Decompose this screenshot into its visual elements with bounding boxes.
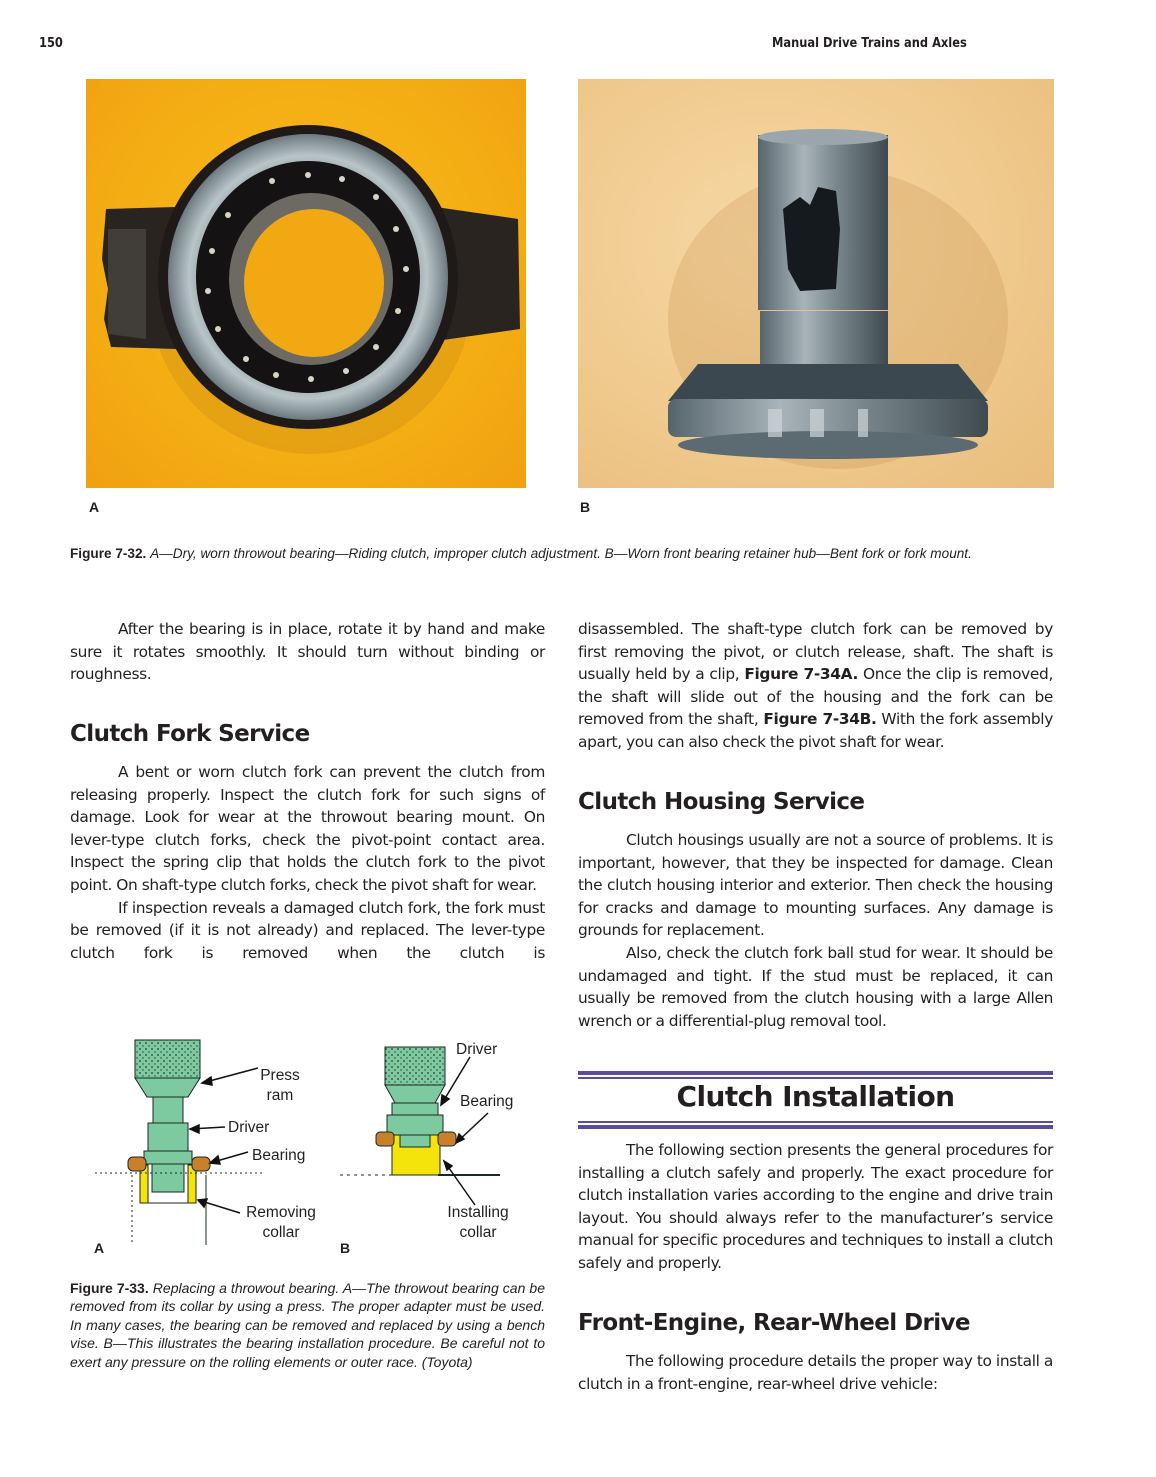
section-band-bottom-rule <box>578 1121 1053 1129</box>
figure-7-33-panel-a-label: A <box>94 1240 105 1256</box>
figure-7-32a-photo <box>86 79 526 488</box>
paragraph: If inspection reveals a damaged clutch fork, the fork must be removed (if it is not already) and replaced. The lever-type clutch fork is removed when the clutch is <box>70 898 545 962</box>
figure-7-32b-photo <box>578 79 1054 488</box>
paragraph: disassembled. The shaft-type clutch fork can be removed by first removing the pivot, or clutch release, shaft. The shaft is usually held by a clip, Figure 7-34A. Once the clip is removed, the shaft will slide out of the housing and the fork can be removed from the shaft, Figure 7-34B. With the fork assembly apart, you can also check the pivot shaft for wear. <box>578 620 1053 751</box>
paragraph: The following procedure details the proper way to install a clutch in a front-engine, rear-wheel drive vehicle: <box>578 1352 1053 1393</box>
bearing-retainer-hub-image <box>578 79 1054 488</box>
rule <box>578 1077 1053 1079</box>
paragraph: A bent or worn clutch fork can prevent the clutch from releasing properly. Inspect the clutch fork for such signs of damage. Look for wear at the throwout bearing mount. On lever-type clutch forks, check the pivot-point contact area. Inspect the spring clip that holds the clutch fork to the pivot point. On shaft-type clutch forks, check the pivot shaft for wear. <box>70 763 545 894</box>
section-title-clutch-installation: Clutch Installation <box>676 1080 955 1113</box>
callout-driver-a: Driver <box>228 1119 270 1136</box>
callout-bearing-b: Bearing <box>460 1093 514 1110</box>
paragraph: The following section presents the general procedures for installing a clutch safely and properly. The exact procedure for clutch installation varies according to the engine and drive train layout. You should always refer to the manufacturer’s service manual for specific procedures and techniques to install a clutch safely and properly. <box>578 1141 1053 1272</box>
right-column-body <box>578 829 1053 1032</box>
paragraph: Also, check the clutch fork ball stud for wear. It should be undamaged and tight. If the stud must be replaced, it can usually be removed from the clutch housing with a large Allen wrench or a differential-plug removal tool. <box>578 943 1053 1030</box>
figure-7-33-number: Figure 7-33. <box>70 1280 149 1296</box>
callout-installing-collar: Installing collar <box>447 1204 509 1241</box>
figure-7-33-panel-b-label: B <box>340 1240 351 1256</box>
callout-driver-b: Driver <box>456 1041 498 1058</box>
figure-7-32-panel-b-label: B <box>580 499 591 515</box>
section-band-top-rule <box>578 1071 1053 1079</box>
callout-removing-collar: Removing collar <box>246 1204 316 1241</box>
figure-7-32-caption <box>70 545 1055 562</box>
left-column <box>70 618 545 686</box>
figure-7-32-number: Figure 7-32. <box>70 546 147 561</box>
right-column <box>578 618 1053 754</box>
rule <box>578 1125 1053 1129</box>
throwout-bearing-image <box>86 79 526 488</box>
right-column-procedure <box>578 1350 1053 1395</box>
left-column-body <box>70 761 545 964</box>
figure-7-32-panel-a-label: A <box>89 499 100 515</box>
right-column-installation <box>578 1139 1053 1275</box>
heading-front-engine-rear-wheel-drive: Front-Engine, Rear-Wheel Drive <box>578 1310 970 1336</box>
heading-clutch-fork-service: Clutch Fork Service <box>70 721 310 747</box>
figure-7-33-caption <box>70 1279 545 1371</box>
running-title: Manual Drive Trains and Axles <box>772 36 967 51</box>
callout-press-ram: Press ram <box>260 1067 300 1104</box>
page-number: 150 <box>39 36 63 51</box>
paragraph: Clutch housings usually are not a source of problems. It is important, however, that they be inspected for damage. Clean the clutch housing interior and exterior. Then check the housing for cracks and damage to mounting surfaces. Any damage is grounds for replacement. <box>578 831 1053 940</box>
heading-clutch-housing-service: Clutch Housing Service <box>578 789 865 815</box>
figure-7-33-caption-text: Replacing a throwout bearing. A—The throwout bearing can be removed from its collar by using a press. The proper adapter must be used. In many cases, the bearing can be removed and replaced by using a bench vise. B—This illustrates the bearing installation procedure. Be careful not to exert any pressure on the rolling elements or outer race. (Toyota) <box>70 1280 545 1370</box>
figure-7-34b-reference: Figure 7-34B. <box>763 710 877 729</box>
figure-7-34a-reference: Figure 7-34A. <box>744 665 858 684</box>
figure-7-32-caption-text: A—Dry, worn throwout bearing—Riding clutch, improper clutch adjustment. B—Worn front bearing retainer hub—Bent fork or fork mount. <box>150 546 972 561</box>
paragraph: After the bearing is in place, rotate it by hand and make sure it rotates smoothly. It should turn without binding or roughness. <box>70 620 545 684</box>
callout-bearing-a: Bearing <box>252 1147 306 1164</box>
